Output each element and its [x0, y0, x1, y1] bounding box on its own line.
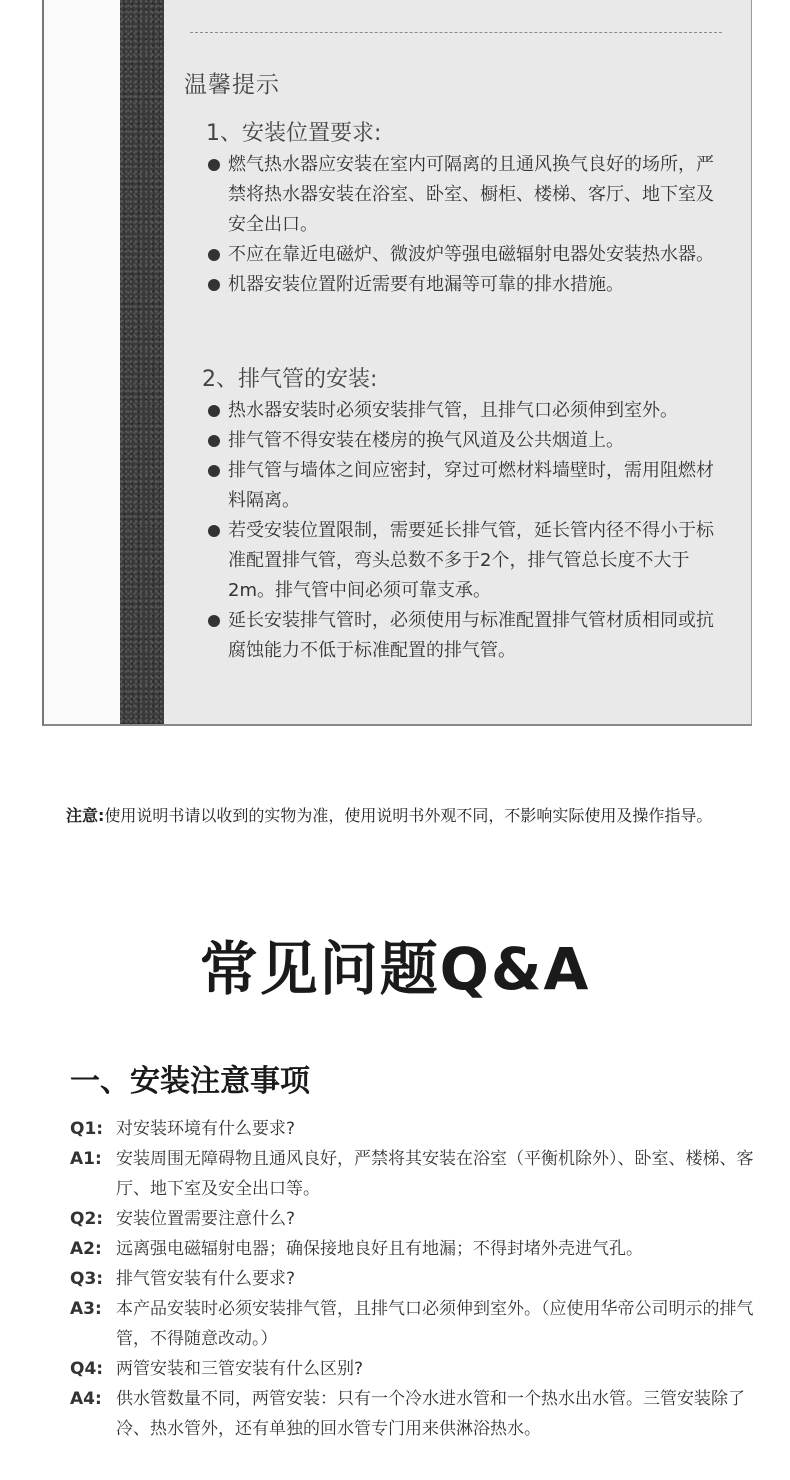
section2-title: 2、排气管的安装:: [202, 367, 378, 392]
qa-answer: [70, 1234, 760, 1264]
list-item: 若受安装位置限制，需要延长排气管，延长管内径不得小于标准配置排气管，弯头总数不多于2个，排气管总长度不大于2m。排气管中间必须可靠支承。: [206, 516, 726, 606]
list-item: 延长安装排气管时，必须使用与标准配置排气管材质相同或抗腐蚀能力不低于标准配置的排气管。: [206, 606, 726, 666]
qa-tag: Q2:: [70, 1209, 104, 1229]
qa-text: 排气管安装有什么要求?: [116, 1269, 296, 1289]
tip-title: 温馨提示: [184, 72, 280, 98]
list-item: 热水器安装时必须安装排气管，且排气口必须伸到室外。: [206, 396, 726, 426]
section2-list: [206, 396, 726, 666]
list-item: 燃气热水器应安装在室内可隔离的且通风换气良好的场所，严禁将热水器安装在浴室、卧室、橱柜、楼梯、客厅、地下室及安全出口。: [206, 150, 726, 240]
qa-tag: A1:: [70, 1149, 102, 1169]
qa-question: [70, 1354, 760, 1384]
manual-spine: [120, 0, 164, 724]
qa-answer: [70, 1384, 760, 1444]
list-item: 排气管不得安装在楼房的换气风道及公共烟道上。: [206, 426, 726, 456]
dashed-divider: [190, 32, 722, 33]
qa-question: [70, 1114, 760, 1144]
qa-tag: A2:: [70, 1239, 102, 1259]
qa-question: [70, 1204, 760, 1234]
qa-text: 本产品安装时必须安装排气管，且排气口必须伸到室外。（应使用华帝公司明示的排气管，不得随意改动。）: [116, 1299, 754, 1349]
qa-tag: Q1:: [70, 1119, 104, 1139]
qa-answer: [70, 1294, 760, 1354]
section1-title: 1、安装位置要求:: [206, 121, 382, 146]
qa-text: 对安装环境有什么要求?: [116, 1119, 296, 1139]
qa-text: 远离强电磁辐射电器；确保接地良好且有地漏；不得封堵外壳进气孔。: [116, 1239, 643, 1259]
qa-question: [70, 1264, 760, 1294]
notice-paragraph: [66, 800, 756, 831]
qa-list: [70, 1114, 760, 1444]
qa-tag: Q3:: [70, 1269, 104, 1289]
qa-tag: A4:: [70, 1389, 102, 1409]
qa-answer: [70, 1144, 760, 1204]
notice-text: 使用说明书请以收到的实物为准，使用说明书外观不同，不影响实际使用及操作指导。: [104, 806, 713, 825]
qa-text: 两管安装和三管安装有什么区别?: [116, 1359, 364, 1379]
qa-title: 常见问题Q&A: [199, 935, 591, 1003]
list-item: 机器安装位置附近需要有地漏等可靠的排水措施。: [206, 270, 726, 300]
list-item: 不应在靠近电磁炉、微波炉等强电磁辐射电器处安装热水器。: [206, 240, 726, 270]
qa-tag: A3:: [70, 1299, 102, 1319]
manual-page-image: [42, 0, 752, 726]
list-item: 排气管与墙体之间应密封，穿过可燃材料墙壁时，需用阻燃材料隔离。: [206, 456, 726, 516]
qa-tag: Q4:: [70, 1359, 104, 1379]
qa-text: 安装位置需要注意什么?: [116, 1209, 296, 1229]
notice-label: 注意:: [66, 806, 105, 825]
qa-section-heading: 一、安装注意事项: [70, 1064, 310, 1099]
section1-list: [206, 150, 726, 300]
qa-text: 供水管数量不同，两管安装：只有一个冷水进水管和一个热水出水管。三管安装除了冷、热水管外，还有单独的回水管专门用来供淋浴热水。: [116, 1389, 745, 1439]
qa-text: 安装周围无障碍物且通风良好，严禁将其安装在浴室（平衡机除外）、卧室、楼梯、客厅、地下室及安全出口等。: [116, 1149, 754, 1199]
